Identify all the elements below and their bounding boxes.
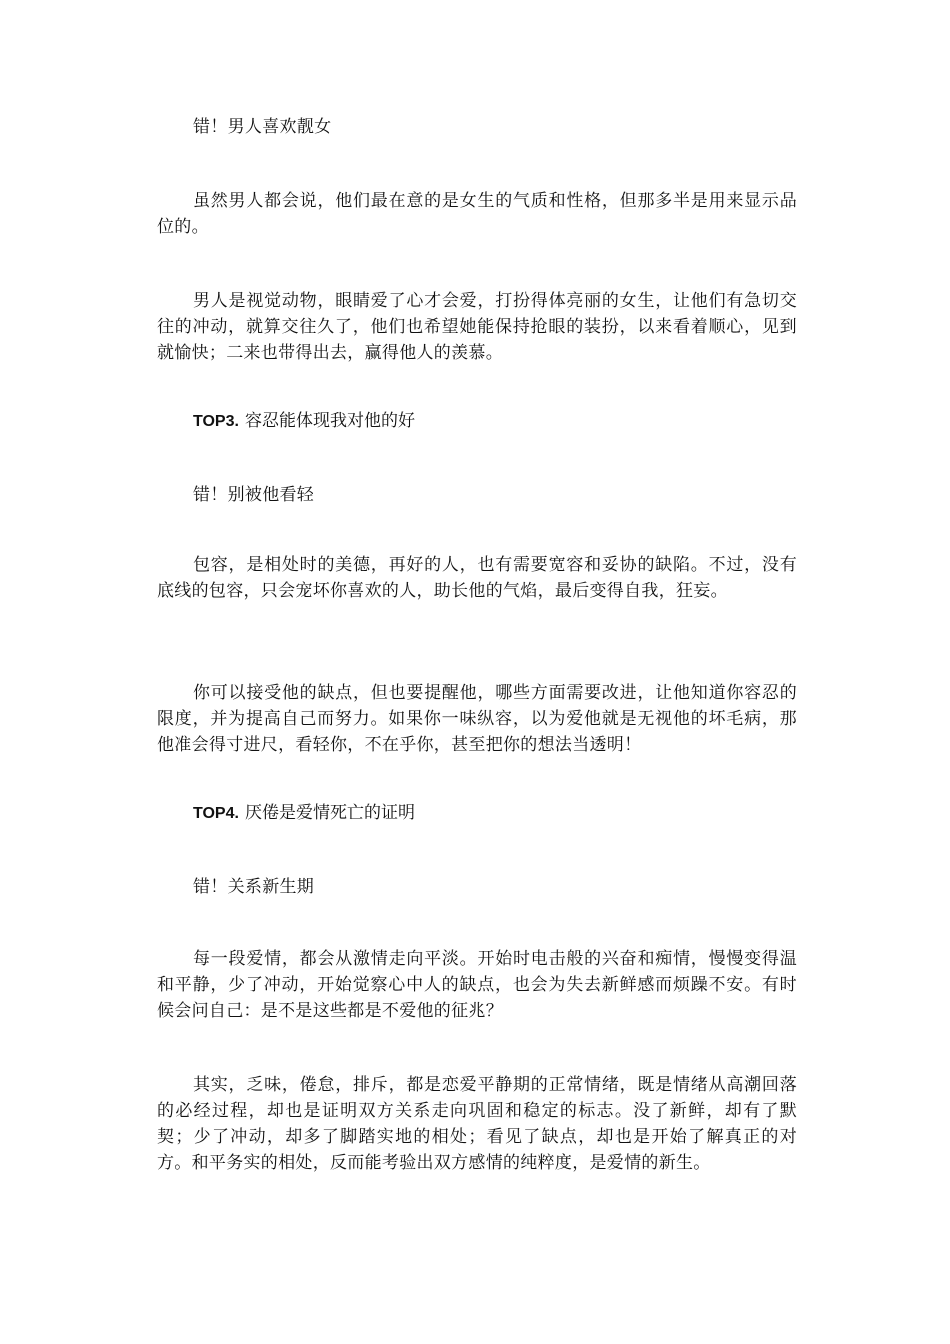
paragraph-verdict-1: 错！男人喜欢靓女 — [193, 117, 332, 137]
paragraph-accept-flaws: 你可以接受他的缺点，但也要提醒他，哪些方面需要改进，让他知道你容忍的限度，并为提高自己而努力。如果你一味纵容，以为爱他就是无视他的坏毛病，那他准会得寸进尺，看轻你，不在乎你，甚至把你的想法当透明！ — [157, 683, 797, 755]
paragraph-men-say: 虽然男人都会说，他们最在意的是女生的气质和性格，但那多半是用来显示品位的。 — [157, 191, 797, 237]
paragraph-tolerance: 包容，是相处时的美德，再好的人，也有需要宽容和妥协的缺陷。不过，没有底线的包容，只会宠坏你喜欢的人，助长他的气焰，最后变得自我，狂妄。 — [157, 555, 797, 601]
section-number-top4: TOP4. — [193, 805, 239, 822]
paragraph-verdict-3: 错！关系新生期 — [193, 877, 315, 897]
section-number-top3: TOP3. — [193, 413, 239, 430]
paragraph-verdict-2: 错！别被他看轻 — [193, 485, 315, 505]
section-title-top4: 厌倦是爱情死亡的证明 — [244, 803, 415, 823]
paragraph-passion-fades: 每一段爱情，都会从激情走向平淡。开始时电击般的兴奋和痴情，慢慢变得温和平静，少了冲动，开始觉察心中人的缺点，也会为失去新鲜感而烦躁不安。有时候会问自己：是不是这些都是不爱他的征兆？ — [157, 949, 797, 1021]
paragraph-calm-period: 其实，乏味，倦怠，排斥，都是恋爱平静期的正常情绪，既是情绪从高潮回落的必经过程，却也是证明双方关系走向巩固和稳定的标志。没了新鲜，却有了默契；少了冲动，却多了脚踏实地的相处；看见了缺点，却也是开始了解真正的对方。和平务实的相处，反而能考验出双方感情的纯粹度，是爱情的新生。 — [157, 1075, 797, 1173]
section-title-top3: 容忍能体现我对他的好 — [244, 411, 415, 431]
section-heading-top3 — [193, 408, 415, 435]
section-heading-top4 — [193, 800, 415, 827]
paragraph-visual-animals: 男人是视觉动物，眼睛爱了心才会爱，打扮得体亮丽的女生，让他们有急切交往的冲动，就算交往久了，他们也希望她能保持抢眼的装扮，以来看着顺心，见到就愉快；二来也带得出去，赢得他人的羡慕。 — [157, 291, 797, 363]
